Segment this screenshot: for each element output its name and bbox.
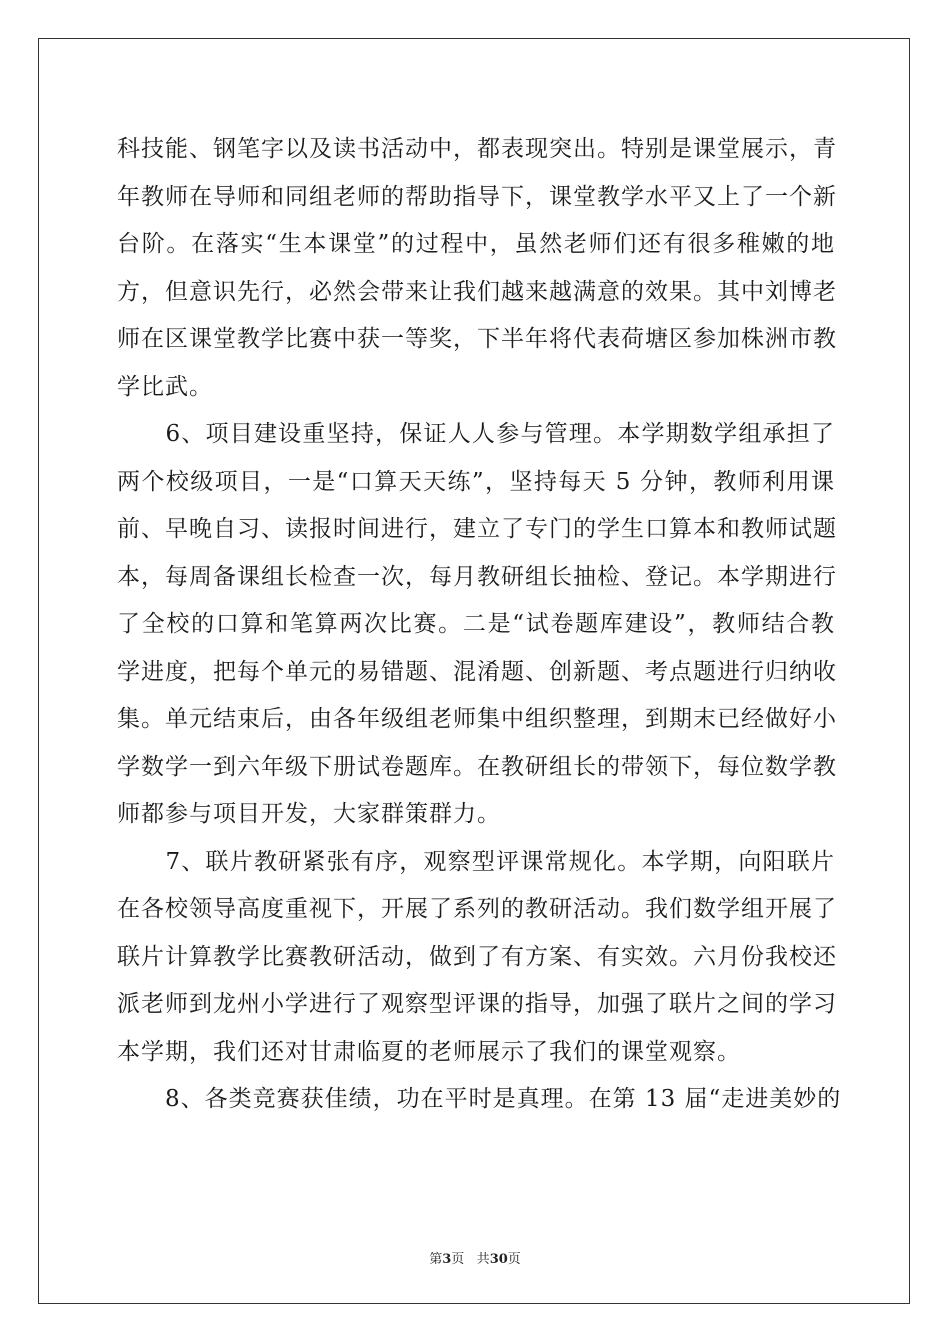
text-line: 学比武。 [117, 373, 213, 400]
text-line: 两个校级项目，一是“口算天天练”，坚持每天 5 分钟，教师利用课 [117, 468, 835, 495]
current-page-number: 3 [442, 1252, 452, 1267]
footer-page-word: 页 [451, 1252, 465, 1267]
footer-total-suffix: 页 [507, 1252, 521, 1267]
text-line: 本，每周备课组长检查一次，每月教研组长抽检、登记。本学期进行 [117, 563, 837, 590]
text-line: 6、项目建设重坚持，保证人人参与管理。本学期数学组承担了 [117, 421, 835, 447]
text-line: 年教师在导师和同组老师的帮助指导下，课堂教学水平又上了一个新 [117, 183, 837, 210]
text-line: 联片计算教学比赛教研活动，做到了有方案、有实效。六月份我校还 [117, 943, 837, 970]
text-line: 前、早晚自习、读报时间进行，建立了专门的学生口算本和教师试题 [117, 516, 837, 542]
text-line: 学数学一到六年级下册试卷题库。在教研组长的带领下，每位数学教 [117, 753, 837, 780]
text-line: 方，但意识先行，必然会带来让我们越来越满意的效果。其中刘博老 [117, 278, 837, 305]
text-line: 了全校的口算和笔算两次比赛。二是“试卷题库建设”，教师结合教 [117, 611, 835, 637]
text-line: 师在区课堂教学比赛中获一等奖，下半年将代表荷塘区参加株洲市教 [117, 326, 837, 352]
text-line: 师都参与项目开发，大家群策群力。 [117, 801, 501, 827]
footer-total-prefix: 共 [476, 1252, 490, 1267]
text-line: 科技能、钢笔字以及读书活动中，都表现突出。特别是课堂展示，青 [117, 136, 837, 162]
text-line: 本学期，我们还对甘肃临夏的老师展示了我们的课堂观察。 [117, 1038, 741, 1065]
text-line: 7、联片教研紧张有序，观察型评课常规化。本学期，向阳联片 [117, 848, 835, 875]
text-line: 在各校领导高度重视下，开展了系列的教研活动。我们数学组开展了 [117, 896, 837, 922]
document-body [117, 126, 842, 1124]
text-line: 集。单元结束后，由各年级组老师集中组织整理，到期末已经做好小 [117, 706, 837, 732]
footer-prefix: 第 [429, 1252, 443, 1267]
text-line: 学进度，把每个单元的易错题、混淆题、创新题、考点题进行归纳收 [117, 658, 837, 685]
text-line: 台阶。在落实“生本课堂”的过程中，虽然老师们还有很多稚嫩的地 [117, 231, 835, 257]
text-line: 8、各类竞赛获佳绩，功在平时是真理。在第 13 届“走进美妙的 [117, 1086, 842, 1112]
page-footer [0, 1248, 950, 1267]
total-page-number: 30 [489, 1252, 508, 1267]
text-line: 派老师到龙州小学进行了观察型评课的指导，加强了联片之间的学习 [117, 991, 837, 1017]
